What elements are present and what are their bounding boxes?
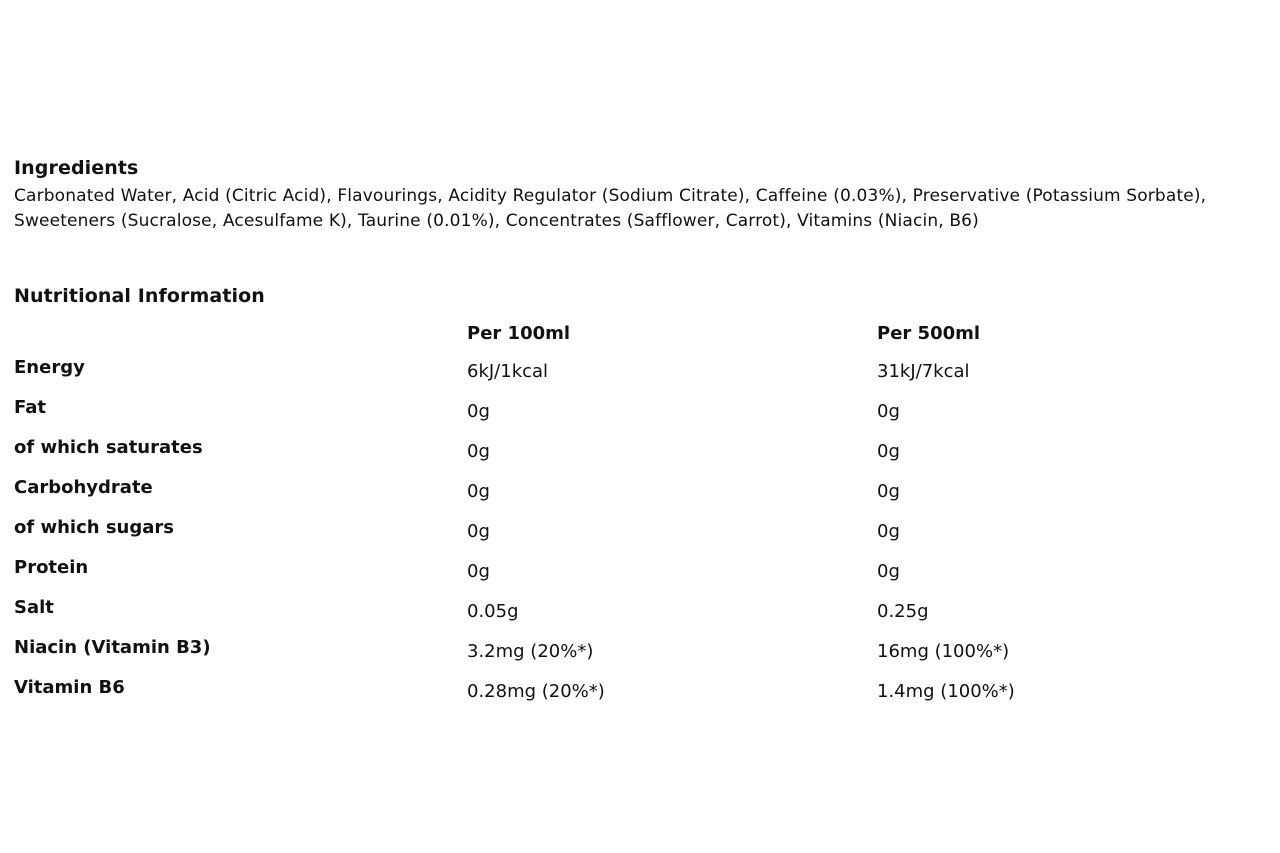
value-per-100ml: 0g <box>467 561 490 582</box>
table-row <box>14 473 1264 513</box>
value-per-500ml: 16mg (100%*) <box>877 641 1010 662</box>
value-per-500ml: 0g <box>877 521 900 542</box>
table-row <box>14 633 1264 673</box>
nutrition-heading: Nutritional Information <box>14 285 265 307</box>
nutrient-label: Niacin (Vitamin B3) <box>14 637 211 658</box>
table-row <box>14 353 1264 393</box>
ingredients-heading: Ingredients <box>14 157 139 179</box>
nutrient-label: Fat <box>14 397 46 418</box>
nutrient-label: Vitamin B6 <box>14 677 125 698</box>
value-per-100ml: 6kJ/1kcal <box>467 361 549 382</box>
table-row <box>14 513 1264 553</box>
value-per-500ml: 31kJ/7kcal <box>877 361 970 382</box>
value-per-500ml: 0g <box>877 441 900 462</box>
nutrient-label: Carbohydrate <box>14 477 153 498</box>
value-per-100ml: 0.05g <box>467 601 519 622</box>
nutrition-table-header <box>14 319 1264 353</box>
value-per-500ml: 1.4mg (100%*) <box>877 681 1015 702</box>
column-header-per-500ml: Per 500ml <box>877 323 981 344</box>
table-row <box>14 593 1264 633</box>
value-per-100ml: 0.28mg (20%*) <box>467 681 605 702</box>
value-per-100ml: 0g <box>467 481 490 502</box>
value-per-500ml: 0g <box>877 561 900 582</box>
table-row <box>14 433 1264 473</box>
table-row <box>14 673 1264 713</box>
value-per-100ml: 0g <box>467 441 490 462</box>
value-per-100ml: 3.2mg (20%*) <box>467 641 594 662</box>
ingredients-section <box>14 155 1276 234</box>
nutrient-label: of which saturates <box>14 437 203 458</box>
value-per-500ml: 0g <box>877 401 900 422</box>
nutrient-label: of which sugars <box>14 517 174 538</box>
ingredients-list: Carbonated Water, Acid (Citric Acid), Flavourings, Acidity Regulator (Sodium Citrate), Caffeine (0.03%), Preservative (Potassium Sorbate), Sweeteners (Sucralose, Acesulfame K), Taurine (0.01%), Concentrates (Safflower, Carrot), Vitamins (Niacin, B6) <box>14 186 1207 231</box>
nutrient-label: Salt <box>14 597 54 618</box>
nutrient-label: Energy <box>14 357 85 378</box>
value-per-100ml: 0g <box>467 521 490 542</box>
column-header-per-100ml: Per 100ml <box>467 323 571 344</box>
table-row <box>14 553 1264 593</box>
value-per-500ml: 0.25g <box>877 601 929 622</box>
nutrition-section <box>14 283 1264 713</box>
value-per-500ml: 0g <box>877 481 900 502</box>
value-per-100ml: 0g <box>467 401 490 422</box>
table-row <box>14 393 1264 433</box>
nutrient-label: Protein <box>14 557 89 578</box>
